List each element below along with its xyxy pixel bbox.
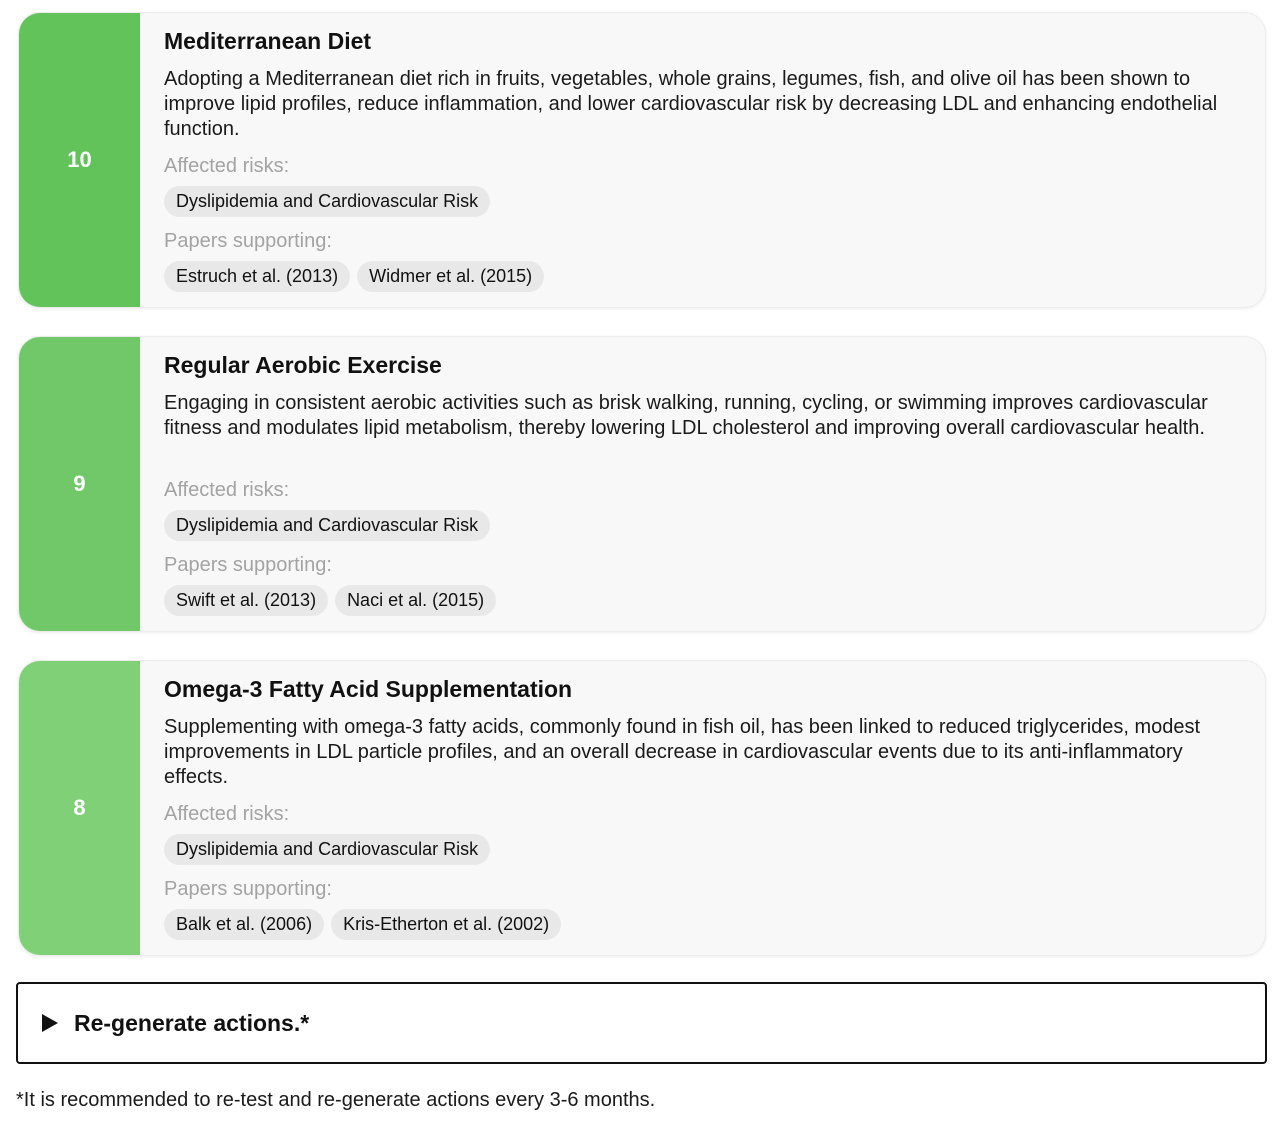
- action-score: 10: [19, 13, 140, 307]
- paper-chip[interactable]: Balk et al. (2006): [164, 909, 324, 940]
- papers-supporting-label: Papers supporting:: [164, 878, 332, 900]
- paper-chip[interactable]: Widmer et al. (2015): [357, 261, 544, 292]
- retest-footnote: *It is recommended to re-test and re-generate actions every 3-6 months.: [16, 1089, 656, 1111]
- action-title: Mediterranean Diet: [164, 28, 372, 54]
- risk-chip: Dyslipidemia and Cardiovascular Risk: [164, 510, 490, 541]
- risk-chip: Dyslipidemia and Cardiovascular Risk: [164, 834, 490, 865]
- regenerate-actions-toggle[interactable]: [16, 982, 1267, 1064]
- papers-supporting-label: Papers supporting:: [164, 554, 332, 576]
- paper-chip[interactable]: Naci et al. (2015): [335, 585, 496, 616]
- affected-risks-list: [164, 834, 1241, 865]
- action-list: [18, 12, 1266, 956]
- paper-chip[interactable]: Kris-Etherton et al. (2002): [331, 909, 561, 940]
- regenerate-actions-label: Re-generate actions.*: [74, 1009, 310, 1036]
- action-title: Omega-3 Fatty Acid Supplementation: [164, 676, 573, 702]
- paper-chip[interactable]: Swift et al. (2013): [164, 585, 328, 616]
- action-card-mediterranean-diet: [18, 12, 1266, 308]
- play-triangle-icon: [42, 1014, 58, 1032]
- affected-risks-label: Affected risks:: [164, 479, 290, 501]
- action-description: Engaging in consistent aerobic activities such as brisk walking, running, cycling, or swimming improves cardiovascular fitness and modulates lipid metabolism, thereby lowering LDL cholesterol and improving overall cardiovascular health.: [164, 392, 1208, 439]
- action-card-omega-3-supplementation: [18, 660, 1266, 956]
- action-description: Adopting a Mediterranean diet rich in fruits, vegetables, whole grains, legumes, fish, and olive oil has been shown to improve lipid profiles, reduce inflammation, and lower cardiovascular risk by decreasing LDL and enhancing endothelial function.: [164, 68, 1218, 140]
- action-card-regular-aerobic-exercise: [18, 336, 1266, 632]
- action-score: 8: [19, 661, 140, 955]
- affected-risks-list: [164, 510, 1241, 541]
- affected-risks-list: [164, 186, 1241, 217]
- affected-risks-label: Affected risks:: [164, 155, 290, 177]
- papers-list: [164, 261, 1241, 292]
- papers-supporting-label: Papers supporting:: [164, 230, 332, 252]
- action-score: 9: [19, 337, 140, 631]
- papers-list: [164, 585, 1241, 616]
- affected-risks-label: Affected risks:: [164, 803, 290, 825]
- action-title: Regular Aerobic Exercise: [164, 352, 442, 378]
- action-description: Supplementing with omega-3 fatty acids, commonly found in fish oil, has been linked to reduced triglycerides, modest improvements in LDL particle profiles, and an overall decrease in cardiovascular events due to its anti-inflammatory effects.: [164, 716, 1201, 788]
- risk-chip: Dyslipidemia and Cardiovascular Risk: [164, 186, 490, 217]
- papers-list: [164, 909, 1241, 940]
- paper-chip[interactable]: Estruch et al. (2013): [164, 261, 350, 292]
